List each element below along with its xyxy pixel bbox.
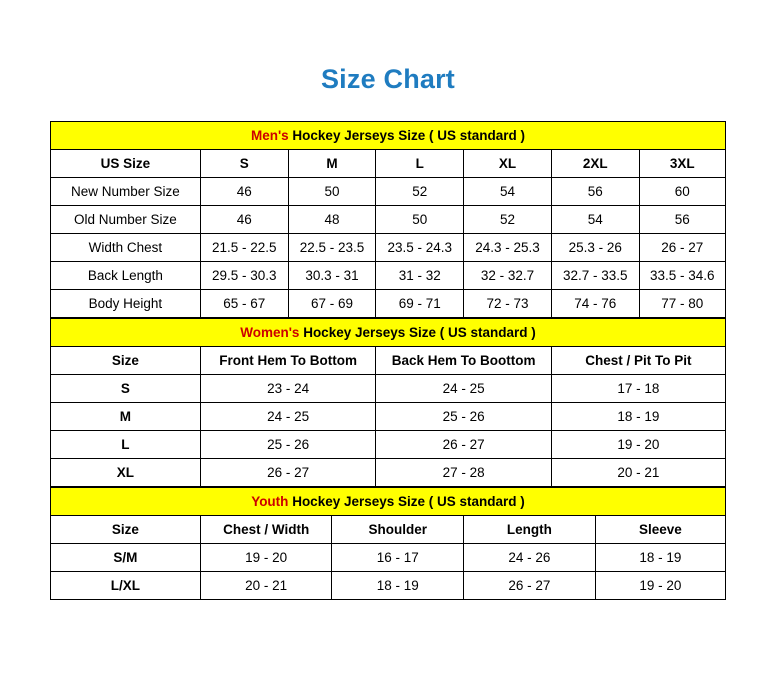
womens-header-row [51, 347, 726, 375]
row-label: S [51, 375, 201, 403]
row-label: Body Height [51, 290, 201, 318]
table-cell: 50 [376, 206, 464, 234]
table-row [51, 403, 726, 431]
table-cell: 19 - 20 [200, 544, 332, 572]
youth-header-cell: Shoulder [332, 516, 464, 544]
youth-header-cell: Size [51, 516, 201, 544]
table-row [51, 572, 726, 600]
table-cell: 17 - 18 [551, 375, 725, 403]
youth-size-table [50, 487, 726, 600]
row-label: L/XL [51, 572, 201, 600]
womens-size-table [50, 318, 726, 487]
youth-header-cell: Chest / Width [200, 516, 332, 544]
youth-header-row [51, 516, 726, 544]
table-row [51, 459, 726, 487]
table-row [51, 375, 726, 403]
table-cell: 25 - 26 [376, 403, 552, 431]
table-cell: 22.5 - 23.5 [288, 234, 376, 262]
womens-band-rest: Hockey Jerseys Size ( US standard ) [299, 325, 536, 340]
mens-header-cell: 3XL [639, 150, 725, 178]
table-row [51, 290, 726, 318]
table-cell: 26 - 27 [464, 572, 596, 600]
table-cell: 56 [639, 206, 725, 234]
youth-header-cell: Length [464, 516, 596, 544]
row-label: Width Chest [51, 234, 201, 262]
womens-header-cell: Front Hem To Bottom [200, 347, 376, 375]
row-label: Back Length [51, 262, 201, 290]
table-cell: 60 [639, 178, 725, 206]
table-cell: 24.3 - 25.3 [464, 234, 552, 262]
mens-band-cell [51, 122, 726, 150]
table-cell: 30.3 - 31 [288, 262, 376, 290]
table-cell: 27 - 28 [376, 459, 552, 487]
table-cell: 48 [288, 206, 376, 234]
table-cell: 20 - 21 [551, 459, 725, 487]
table-cell: 74 - 76 [551, 290, 639, 318]
table-cell: 16 - 17 [332, 544, 464, 572]
table-cell: 26 - 27 [639, 234, 725, 262]
table-cell: 18 - 19 [332, 572, 464, 600]
table-cell: 21.5 - 22.5 [200, 234, 288, 262]
table-cell: 54 [464, 178, 552, 206]
youth-band-cell [51, 488, 726, 516]
size-tables [50, 121, 726, 600]
table-cell: 18 - 19 [595, 544, 725, 572]
table-cell: 46 [200, 206, 288, 234]
table-cell: 24 - 25 [376, 375, 552, 403]
table-cell: 23 - 24 [200, 375, 376, 403]
table-cell: 65 - 67 [200, 290, 288, 318]
table-cell: 32.7 - 33.5 [551, 262, 639, 290]
mens-header-cell: XL [464, 150, 552, 178]
table-cell: 56 [551, 178, 639, 206]
table-row [51, 431, 726, 459]
table-cell: 29.5 - 30.3 [200, 262, 288, 290]
mens-header-cell: US Size [51, 150, 201, 178]
table-cell: 25 - 26 [200, 431, 376, 459]
table-row [51, 178, 726, 206]
table-row [51, 234, 726, 262]
table-cell: 67 - 69 [288, 290, 376, 318]
row-label: New Number Size [51, 178, 201, 206]
page-title: Size Chart [320, 64, 456, 94]
table-cell: 19 - 20 [551, 431, 725, 459]
row-label: XL [51, 459, 201, 487]
mens-band-rest: Hockey Jerseys Size ( US standard ) [288, 128, 526, 143]
womens-header-cell: Size [51, 347, 201, 375]
table-cell: 33.5 - 34.6 [639, 262, 725, 290]
youth-band-rest: Hockey Jerseys Size ( US standard ) [288, 494, 525, 509]
row-label: S/M [51, 544, 201, 572]
table-cell: 46 [200, 178, 288, 206]
mens-band-row [51, 122, 726, 150]
mens-size-table [50, 121, 726, 318]
table-cell: 24 - 26 [464, 544, 596, 572]
table-cell: 26 - 27 [200, 459, 376, 487]
table-cell: 20 - 21 [200, 572, 332, 600]
table-cell: 72 - 73 [464, 290, 552, 318]
table-cell: 52 [376, 178, 464, 206]
table-cell: 77 - 80 [639, 290, 725, 318]
youth-header-cell: Sleeve [595, 516, 725, 544]
mens-header-cell: 2XL [551, 150, 639, 178]
womens-band-cell [51, 319, 726, 347]
mens-band-accent: Men's [250, 128, 289, 143]
table-cell: 24 - 25 [200, 403, 376, 431]
table-cell: 19 - 20 [595, 572, 725, 600]
mens-header-row [51, 150, 726, 178]
table-cell: 50 [288, 178, 376, 206]
table-row [51, 262, 726, 290]
table-cell: 18 - 19 [551, 403, 725, 431]
table-cell: 69 - 71 [376, 290, 464, 318]
row-label: Old Number Size [51, 206, 201, 234]
womens-band-accent: Women's [240, 325, 300, 340]
table-row [51, 206, 726, 234]
youth-band-accent: Youth [251, 494, 289, 509]
womens-header-cell: Chest / Pit To Pit [551, 347, 725, 375]
mens-header-cell: M [288, 150, 376, 178]
row-label: L [51, 431, 201, 459]
mens-header-cell: S [200, 150, 288, 178]
table-cell: 54 [551, 206, 639, 234]
row-label: M [51, 403, 201, 431]
table-cell: 25.3 - 26 [551, 234, 639, 262]
table-cell: 26 - 27 [376, 431, 552, 459]
womens-header-cell: Back Hem To Boottom [376, 347, 552, 375]
table-row [51, 544, 726, 572]
mens-header-cell: L [376, 150, 464, 178]
table-cell: 31 - 32 [376, 262, 464, 290]
table-cell: 32 - 32.7 [464, 262, 552, 290]
youth-band-row [51, 488, 726, 516]
table-cell: 52 [464, 206, 552, 234]
table-cell: 23.5 - 24.3 [376, 234, 464, 262]
womens-band-row [51, 319, 726, 347]
